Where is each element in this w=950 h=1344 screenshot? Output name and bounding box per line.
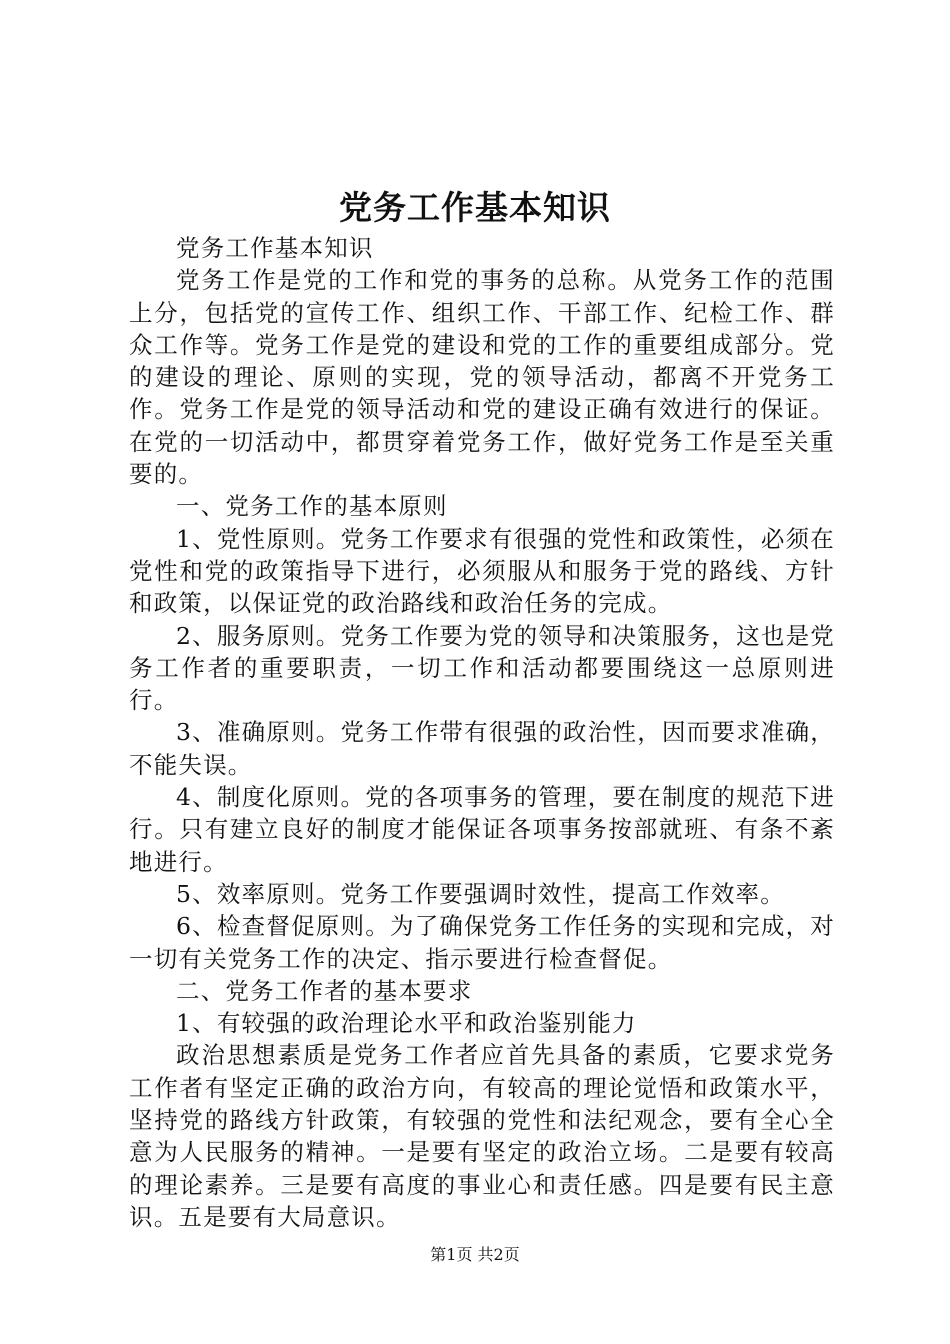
page-footer: 第1页 共2页 [430,1245,520,1264]
section-heading: 二、党务工作者的基本要求 [176,976,473,1005]
paragraph: 政治思想素质是党务工作者应首先具备的素质，它要求党务工作者有坚定正确的政治方向，有较高的理论觉悟和政策水平，坚持党的路线方针政策，有较强的党性和法纪观念，要有全心全意为人民服务的精神。一是要有坚定的政治立场。二是要有较高的理论素养。三是要有高度的事业心和责任感。四是要有民主意识。五是要有大局意识。 [129,1041,835,1231]
document-body [129,232,835,1233]
paragraph: 6、检查督促原则。为了确保党务工作任务的实现和完成，对一切有关党务工作的决定、指示要进行检查督促。 [129,912,835,973]
paragraph: 5、效率原则。党务工作要强调时效性，提高工作效率。 [176,879,785,908]
subsection-heading: 1、有较强的政治理论水平和政治鉴别能力 [176,1009,637,1038]
paragraph: 党务工作是党的工作和党的事务的总称。从党务工作的范围上分，包括党的宣传工作、组织工作、干部工作、纪检工作、群众工作等。党务工作是党的建设和党的工作的重要组成部分。党的建设的理论、原则的实现，党的领导活动，都离不开党务工作。党务工作是党的领导活动和党的建设正确有效进行的保证。在党的一切活动中，都贯穿着党务工作，做好党务工作是至关重要的。 [129,266,835,489]
document-title: 党务工作基本知识 [339,188,611,227]
section-heading: 一、党务工作的基本原则 [176,492,448,521]
paragraph: 1、党性原则。党务工作要求有很强的党性和政策性，必须在党性和党的政策指导下进行，必须服从和服务于党的路线、方针和政策，以保证党的政治路线和政治任务的完成。 [129,524,835,618]
paragraph: 党务工作基本知识 [176,234,374,262]
paragraph: 4、制度化原则。党的各项事务的管理，要在制度的规范下进行。只有建立良好的制度才能保证各项事务按部就班、有条不紊地进行。 [129,783,835,876]
paragraph: 2、服务原则。党务工作要为党的领导和决策服务，这也是党务工作者的重要职责，一切工作和活动都要围绕这一总原则进行。 [129,621,835,715]
paragraph: 3、准确原则。党务工作带有很强的政治性，因而要求准确，不能失误。 [129,718,835,779]
